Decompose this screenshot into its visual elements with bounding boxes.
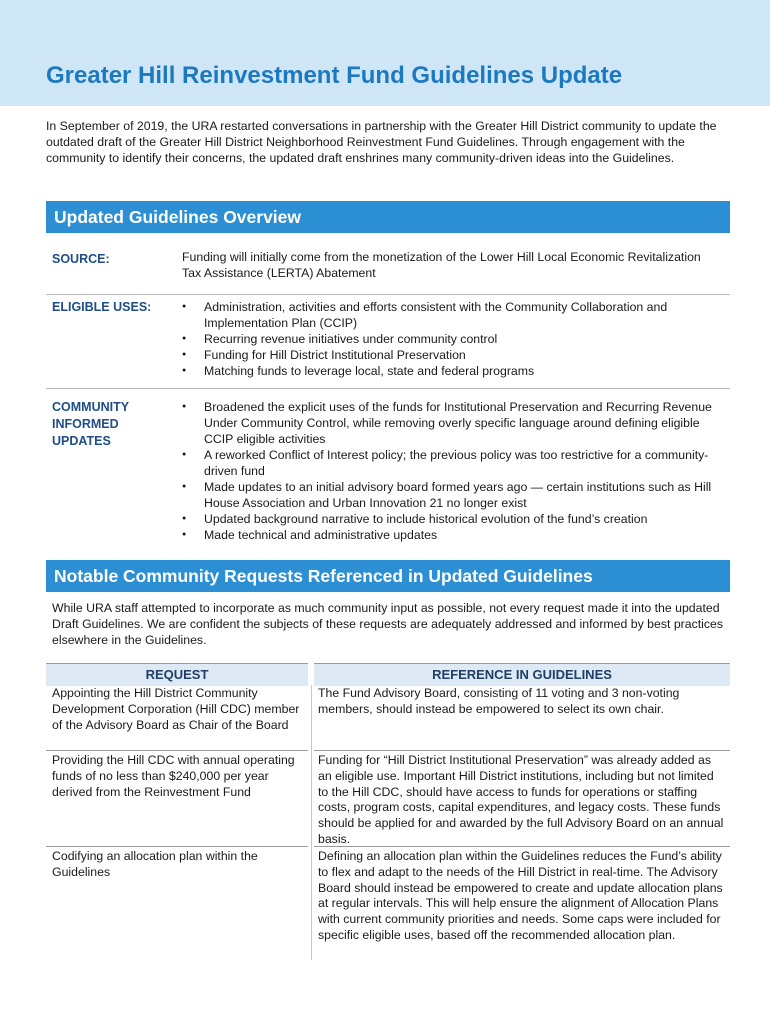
header-band bbox=[0, 0, 770, 106]
requests-section-heading: Notable Community Requests Referenced in Updated Guidelines bbox=[46, 560, 730, 592]
list-item: ● A reworked Conflict of Interest policy; the previous policy was too restrictive for a community-driven fund bbox=[182, 447, 722, 479]
eligible-uses-list bbox=[182, 299, 722, 379]
row-divider bbox=[314, 750, 730, 751]
table-cell-request: Appointing the Hill District Community Development Corporation (Hill CDC) member of the Advisory Board as Chair of the Board bbox=[52, 686, 300, 732]
list-item: ● Made updates to an initial advisory board formed years ago — certain institutions such as Hill House Association and Urban Innovation 21 no longer exist bbox=[182, 479, 722, 511]
overview-section-heading: Updated Guidelines Overview bbox=[46, 201, 730, 233]
table-header-request: REQUEST bbox=[46, 663, 308, 686]
table-header-reference: REFERENCE IN GUIDELINES bbox=[314, 663, 730, 686]
source-label: SOURCE: bbox=[52, 252, 110, 266]
list-item: ● Administration, activities and efforts consistent with the Community Collaboration and Implementation Plan (CCIP) bbox=[182, 299, 722, 331]
row-divider bbox=[46, 750, 308, 751]
intro-paragraph: In September of 2019, the URA restarted conversations in partnership with the Greater Hill District community to update the outdated draft of the Greater Hill District Neighborhood Reinvestment Fund Guidelines. Through engagement with the community to identify their concerns, the updated draft enshrines many community-driven ideas into the Guidelines. bbox=[46, 119, 717, 166]
page-title: Greater Hill Reinvestment Fund Guidelines Update bbox=[46, 62, 623, 89]
divider bbox=[46, 294, 730, 295]
table-cell-request: Codifying an allocation plan within the Guidelines bbox=[52, 849, 258, 879]
table-cell-request: Providing the Hill CDC with annual operating funds of no less than $240,000 per year derived from the Reinvestment Fund bbox=[52, 753, 295, 799]
table-cell-reference: Defining an allocation plan within the Guidelines reduces the Fund’s ability to flex and adapt to the needs of the Hill District in real-time. The Advisory Board should instead be empowered to create and update allocation plans at regular intervals. This will help ensure the alignment of Allocation Plans with current community priorities and needs. Some caps were included for specific eligible uses, based off the recommended allocation plan. bbox=[318, 849, 723, 942]
row-divider bbox=[46, 846, 308, 847]
list-item: ● Updated background narrative to include historical evolution of the fund’s creation bbox=[182, 511, 722, 527]
list-item: ● Broadened the explicit uses of the funds for Institutional Preservation and Recurring Revenue Under Community Control, while removing overly specific language around defining eligible CCIP eligible activities bbox=[182, 399, 722, 447]
requests-intro: While URA staff attempted to incorporate as much community input as possible, not every request made it into the updated Draft Guidelines. We are confident the subjects of these requests are adequately addressed and informed by best practices elsewhere in the Guidelines. bbox=[52, 601, 724, 647]
list-item: ● Made technical and administrative updates bbox=[182, 527, 722, 543]
list-item: ● Recurring revenue initiatives under community control bbox=[182, 331, 722, 347]
list-item: ● Funding for Hill District Institutional Preservation bbox=[182, 347, 722, 363]
source-text: Funding will initially come from the monetization of the Lower Hill Local Economic Revitalization Tax Assistance (LERTA) Abatement bbox=[182, 250, 701, 280]
row-divider bbox=[314, 846, 730, 847]
table-cell-reference: The Fund Advisory Board, consisting of 11 voting and 3 non-voting members, should instead be empowered to select its own chair. bbox=[318, 686, 680, 716]
list-item: ● Matching funds to leverage local, state and federal programs bbox=[182, 363, 722, 379]
divider bbox=[46, 388, 730, 389]
table-cell-reference: Funding for “Hill District Institutional Preservation” was already added as an eligible use. Important Hill District institutions, including but not limited to the Hill CDC, should have access to funds for operations or staffing costs, program costs, capital expenditures, and legacy costs. These funds should be applied for and awarded by the full Advisory Board on an annual basis. bbox=[318, 753, 724, 846]
community-updates-label: COMMUNITY INFORMED UPDATES bbox=[52, 400, 129, 448]
column-divider bbox=[311, 685, 312, 960]
eligible-uses-label: ELIGIBLE USES: bbox=[52, 300, 152, 314]
community-updates-list bbox=[182, 399, 722, 543]
